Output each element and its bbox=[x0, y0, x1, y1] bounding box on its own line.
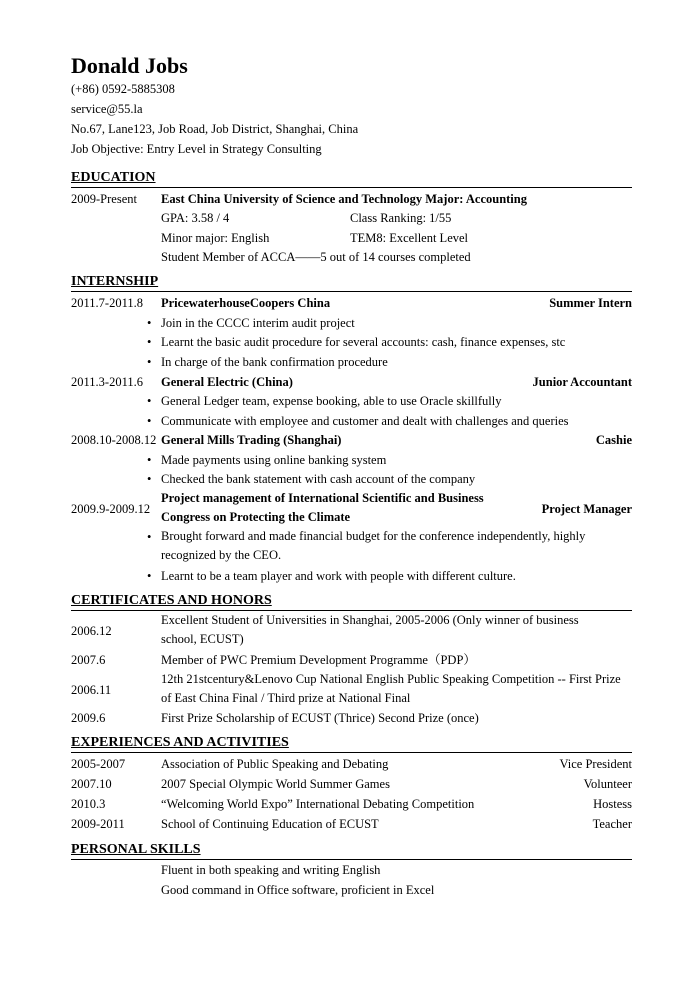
job-date: 2011.3-2011.6 bbox=[71, 375, 143, 389]
education-school: East China University of Science and Technology Major: Accounting bbox=[161, 192, 527, 206]
job-company: General Electric (China) bbox=[161, 375, 293, 389]
certificate-date: 2007.6 bbox=[71, 653, 106, 667]
job-bullet-item bbox=[0, 450, 700, 470]
job-bullet-item bbox=[0, 332, 700, 352]
education-detail-row bbox=[0, 208, 700, 228]
job-bullet-item bbox=[0, 566, 700, 586]
certificate-text: First Prize Scholarship of ECUST (Thrice) Second Prize (once) bbox=[161, 711, 479, 725]
internship-job-row bbox=[0, 372, 700, 392]
internship-job-row bbox=[0, 430, 700, 450]
section-divider bbox=[71, 291, 632, 292]
experience-date: 2007.10 bbox=[71, 777, 112, 791]
job-bullet-text: Join in the CCCC interim audit project bbox=[161, 316, 355, 330]
education-acca: Student Member of ACCA——5 out of 14 courses completed bbox=[161, 250, 471, 264]
job-bullet-item bbox=[0, 411, 700, 431]
education-section-heading bbox=[71, 170, 632, 186]
job-bullet-item bbox=[0, 391, 700, 411]
certificate-text: Excellent Student of Universities in Shanghai, 2005-2006 (Only winner of business school, ECUST) bbox=[161, 613, 579, 646]
job-date: 2008.10-2008.12 bbox=[71, 433, 157, 447]
experience-text: Association of Public Speaking and Debating bbox=[161, 757, 389, 771]
education-gpa: GPA: 3.58 / 4 bbox=[161, 211, 230, 225]
experience-date: 2010.3 bbox=[71, 797, 106, 811]
experience-date: 2005-2007 bbox=[71, 757, 126, 771]
bullet-mark: • bbox=[147, 394, 152, 408]
job-bullet-text: Learnt to be a team player and work with people with different culture. bbox=[161, 569, 516, 583]
certificate-item bbox=[0, 650, 700, 670]
bullet-mark: • bbox=[147, 414, 152, 428]
email-address: service@55.la bbox=[71, 102, 143, 116]
education-row bbox=[0, 189, 700, 209]
job-role: Cashie bbox=[595, 433, 632, 447]
experience-text: School of Continuing Education of ECUST bbox=[161, 817, 379, 831]
education-title: EDUCATION bbox=[71, 170, 156, 185]
job-bullet-item bbox=[0, 469, 700, 489]
bullet-mark: • bbox=[147, 472, 152, 486]
experience-role: Volunteer bbox=[583, 777, 632, 791]
skill-text: Fluent in both speaking and writing English bbox=[161, 863, 381, 877]
experiences-title: EXPERIENCES AND ACTIVITIES bbox=[71, 735, 289, 750]
phone-number: (+86) 0592-5885308 bbox=[71, 82, 175, 96]
job-company: General Mills Trading (Shanghai) bbox=[161, 433, 342, 447]
candidate-name: Donald Jobs bbox=[71, 53, 188, 78]
certificate-item bbox=[0, 611, 700, 651]
job-bullet-item bbox=[0, 313, 700, 333]
internship-title: INTERNSHIP bbox=[71, 274, 159, 289]
bullet-mark: • bbox=[147, 316, 152, 330]
education-tem8: TEM8: Excellent Level bbox=[350, 231, 469, 245]
job-bullet-text: Checked the bank statement with cash account of the company bbox=[161, 472, 476, 486]
job-bullet-text: General Ledger team, expense booking, able to use Oracle skillfully bbox=[161, 394, 502, 408]
certificates-title: CERTIFICATES AND HONORS bbox=[71, 593, 272, 608]
experience-item bbox=[0, 794, 700, 814]
internship-job-row bbox=[0, 489, 700, 529]
bullet-mark: • bbox=[147, 453, 152, 467]
skill-text: Good command in Office software, proficient in Excel bbox=[161, 883, 435, 897]
certificate-date: 2006.12 bbox=[71, 624, 112, 638]
skill-item bbox=[0, 860, 700, 880]
certificate-text: Member of PWC Premium Development Programme（PDP） bbox=[161, 653, 476, 667]
job-objective: Job Objective: Entry Level in Strategy Consulting bbox=[71, 142, 322, 156]
education-date: 2009-Present bbox=[71, 192, 137, 206]
experience-role: Vice President bbox=[559, 757, 632, 771]
education-detail-row bbox=[0, 247, 700, 267]
internship-section-heading bbox=[71, 274, 632, 290]
section-divider bbox=[71, 187, 632, 188]
certificate-item bbox=[0, 708, 700, 728]
job-company: PricewaterhouseCoopers China bbox=[161, 296, 331, 310]
job-date: 2009.9-2009.12 bbox=[71, 502, 151, 516]
certificate-item bbox=[0, 670, 700, 710]
experience-item bbox=[0, 774, 700, 794]
experience-item bbox=[0, 814, 700, 834]
experience-text: “Welcoming World Expo” International Debating Competition bbox=[161, 797, 475, 811]
experience-item bbox=[0, 754, 700, 774]
job-bullet-text: Communicate with employee and customer and dealt with challenges and queries bbox=[161, 414, 569, 428]
job-bullet-item bbox=[0, 527, 700, 567]
internship-job-row bbox=[0, 293, 700, 313]
bullet-mark: • bbox=[147, 569, 152, 583]
job-role: Summer Intern bbox=[549, 296, 632, 310]
certificates-section-heading bbox=[71, 593, 632, 609]
job-bullet-text: Made payments using online banking system bbox=[161, 453, 387, 467]
job-bullet-text: Learnt the basic audit procedure for several accounts: cash, finance expenses, stc bbox=[161, 335, 566, 349]
education-minor: Minor major: English bbox=[161, 231, 270, 245]
experience-date: 2009-2011 bbox=[71, 817, 125, 831]
experience-role: Hostess bbox=[593, 797, 632, 811]
education-detail-row bbox=[0, 228, 700, 248]
job-bullet-item bbox=[0, 352, 700, 372]
certificate-date: 2009.6 bbox=[71, 711, 106, 725]
job-date: 2011.7-2011.8 bbox=[71, 296, 143, 310]
job-company: Project management of International Scientific and Business Congress on Protecting the Climate bbox=[161, 491, 484, 524]
skills-section-heading bbox=[71, 842, 632, 858]
skills-title: PERSONAL SKILLS bbox=[71, 842, 201, 857]
job-role: Project Manager bbox=[541, 502, 632, 516]
skill-item bbox=[0, 880, 700, 900]
experiences-section-heading bbox=[71, 735, 632, 751]
postal-address: No.67, Lane123, Job Road, Job District, Shanghai, China bbox=[71, 122, 359, 136]
education-ranking: Class Ranking: 1/55 bbox=[350, 211, 452, 225]
section-divider bbox=[71, 752, 632, 753]
experience-text: 2007 Special Olympic World Summer Games bbox=[161, 777, 390, 791]
job-bullet-text: Brought forward and made financial budget for the conference independently, highly recognized by the CEO. bbox=[161, 529, 586, 562]
bullet-mark: • bbox=[147, 530, 152, 544]
job-bullet-text: In charge of the bank confirmation procedure bbox=[161, 355, 388, 369]
certificate-date: 2006.11 bbox=[71, 683, 112, 697]
certificate-text: 12th 21stcentury&Lenovo Cup National English Public Speaking Competition -- First Prize of East China Final / Third prize at National Final bbox=[161, 672, 621, 705]
experience-role: Teacher bbox=[592, 817, 632, 831]
job-role: Junior Accountant bbox=[532, 375, 632, 389]
bullet-mark: • bbox=[147, 335, 152, 349]
bullet-mark: • bbox=[147, 355, 152, 369]
